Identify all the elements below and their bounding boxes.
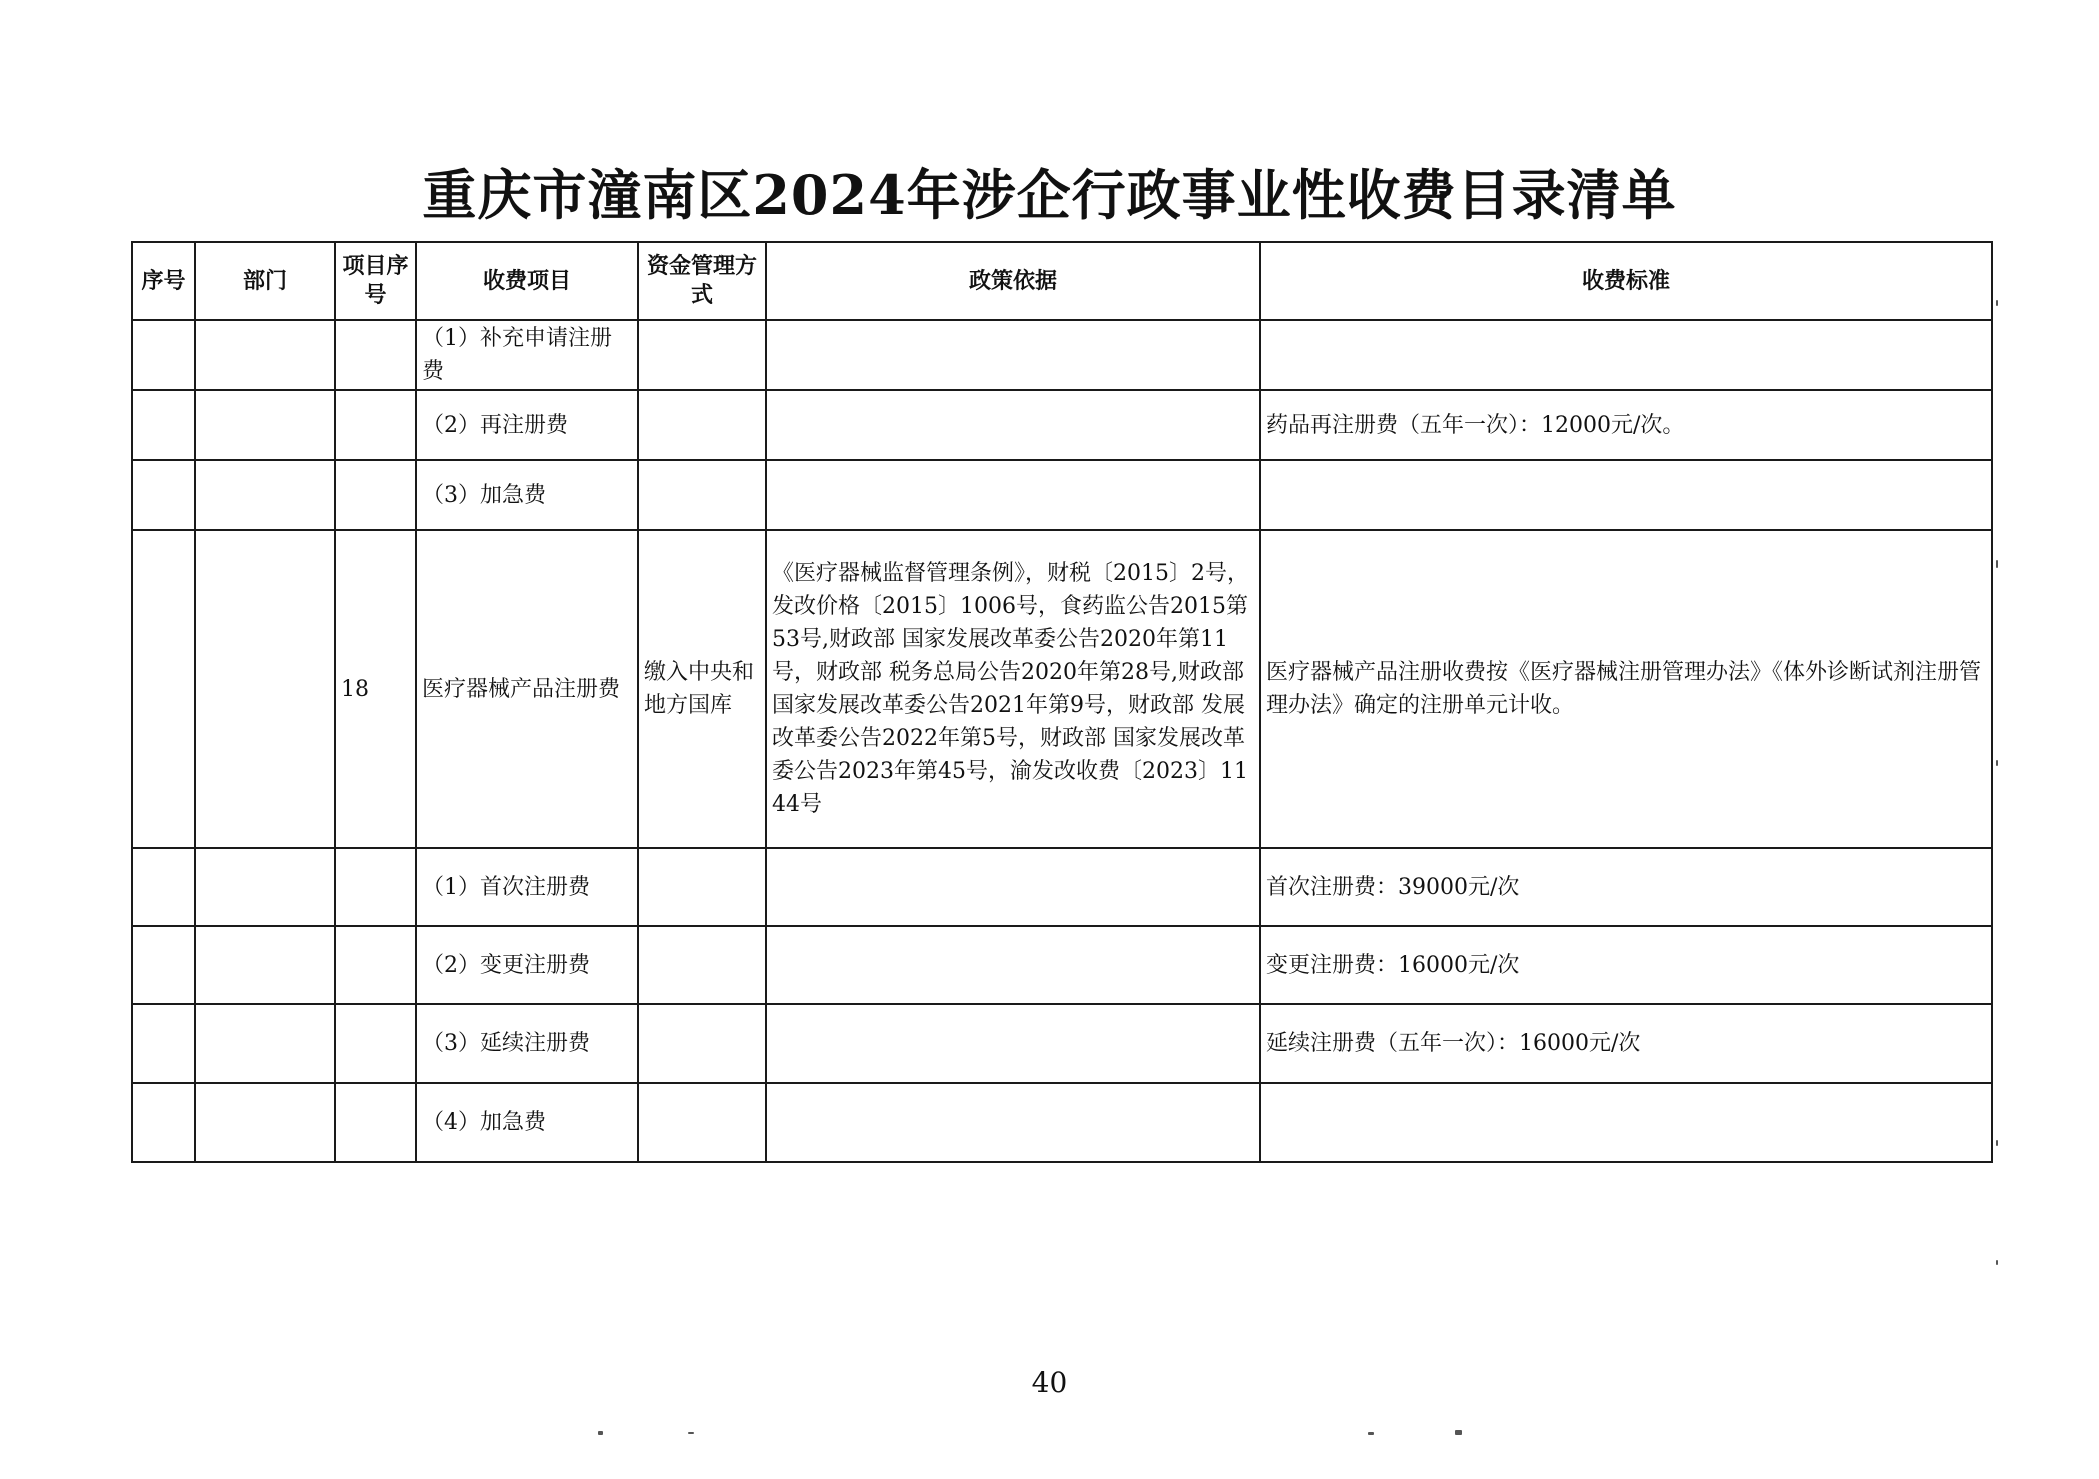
- header-dept: 部门: [195, 242, 335, 320]
- cell-fund: [638, 1083, 766, 1162]
- cell-standard: [1260, 320, 1992, 390]
- cell-dept: [195, 530, 335, 848]
- scan-speck: [1455, 1430, 1462, 1435]
- header-fund: 资金管理方式: [638, 242, 766, 320]
- cell-policy: [766, 460, 1260, 530]
- table-row: [132, 1083, 1992, 1162]
- cell-policy: [766, 320, 1260, 390]
- table-row: [132, 320, 1992, 390]
- cell-item-no: [335, 390, 416, 460]
- scan-speck: [1996, 760, 1998, 766]
- table-row: [132, 390, 1992, 460]
- scan-speck: [1996, 560, 1998, 568]
- cell-item: （2）变更注册费: [416, 926, 638, 1004]
- cell-seq: [132, 530, 195, 848]
- cell-dept: [195, 320, 335, 390]
- page-title: 重庆市潼南区2024年涉企行政事业性收费目录清单: [422, 163, 1677, 227]
- cell-fund: [638, 1004, 766, 1083]
- cell-fund: [638, 848, 766, 926]
- cell-item-no: [335, 460, 416, 530]
- table-row: [132, 926, 1992, 1004]
- cell-item-no: 18: [335, 530, 416, 848]
- scan-speck: [688, 1432, 694, 1434]
- cell-policy: [766, 1004, 1260, 1083]
- cell-dept: [195, 926, 335, 1004]
- cell-item: （4）加急费: [416, 1083, 638, 1162]
- table-header-row: [132, 242, 1992, 320]
- table-row: [132, 1004, 1992, 1083]
- cell-dept: [195, 1083, 335, 1162]
- header-policy: 政策依据: [766, 242, 1260, 320]
- cell-item: 医疗器械产品注册费: [416, 530, 638, 848]
- table-row: [132, 460, 1992, 530]
- cell-fund: [638, 460, 766, 530]
- cell-seq: [132, 460, 195, 530]
- cell-policy: [766, 1083, 1260, 1162]
- cell-policy: [766, 926, 1260, 1004]
- cell-fund: [638, 390, 766, 460]
- cell-policy: [766, 848, 1260, 926]
- cell-standard: [1260, 460, 1992, 530]
- cell-standard: 延续注册费（五年一次）：16000元/次: [1260, 1004, 1992, 1083]
- header-item: 收费项目: [416, 242, 638, 320]
- header-item-no: 项目序号: [335, 242, 416, 320]
- cell-item-no: [335, 848, 416, 926]
- scan-speck: [1368, 1432, 1374, 1435]
- cell-seq: [132, 1004, 195, 1083]
- cell-seq: [132, 390, 195, 460]
- scan-speck: [1996, 1140, 1998, 1146]
- cell-standard: 药品再注册费（五年一次）：12000元/次。: [1260, 390, 1992, 460]
- cell-item: （3）延续注册费: [416, 1004, 638, 1083]
- scan-speck: [1996, 300, 1998, 306]
- scan-speck: [1996, 1260, 1998, 1265]
- scan-speck: [598, 1431, 603, 1435]
- cell-item: （2）再注册费: [416, 390, 638, 460]
- header-seq: 序号: [132, 242, 195, 320]
- cell-fund: [638, 320, 766, 390]
- cell-item: （1）补充申请注册费: [416, 320, 638, 390]
- cell-item-no: [335, 926, 416, 1004]
- cell-fund: 缴入中央和地方国库: [638, 530, 766, 848]
- cell-standard: 首次注册费：39000元/次: [1260, 848, 1992, 926]
- cell-standard: 变更注册费：16000元/次: [1260, 926, 1992, 1004]
- cell-item-no: [335, 1083, 416, 1162]
- table-row: [132, 848, 1992, 926]
- cell-seq: [132, 320, 195, 390]
- cell-dept: [195, 390, 335, 460]
- cell-dept: [195, 848, 335, 926]
- cell-standard: [1260, 1083, 1992, 1162]
- cell-item: （1）首次注册费: [416, 848, 638, 926]
- cell-dept: [195, 460, 335, 530]
- fee-catalog-table: [131, 241, 1993, 1163]
- page-number: 40: [1031, 1366, 1068, 1399]
- cell-fund: [638, 926, 766, 1004]
- cell-seq: [132, 848, 195, 926]
- cell-policy: [766, 390, 1260, 460]
- cell-standard: 医疗器械产品注册收费按《医疗器械注册管理办法》《体外诊断试剂注册管理办法》确定的注册单元计收。: [1260, 530, 1992, 848]
- header-standard: 收费标准: [1260, 242, 1992, 320]
- cell-seq: [132, 1083, 195, 1162]
- cell-item: （3）加急费: [416, 460, 638, 530]
- cell-item-no: [335, 320, 416, 390]
- cell-policy: 《医疗器械监督管理条例》，财税〔2015〕2号，发改价格〔2015〕1006号，食药监公告2015第53号,财政部 国家发展改革委公告2020年第11号，财政部 税务总局公告2020年第28号,财政部 国家发展改革委公告2021年第9号，财政部 发展改革委公告2022年第5号，财政部 国家发展改革委公告2023年第45号，渝发改收费〔2023〕1144号: [766, 530, 1260, 848]
- cell-item-no: [335, 1004, 416, 1083]
- cell-dept: [195, 1004, 335, 1083]
- cell-seq: [132, 926, 195, 1004]
- table-row: [132, 530, 1992, 848]
